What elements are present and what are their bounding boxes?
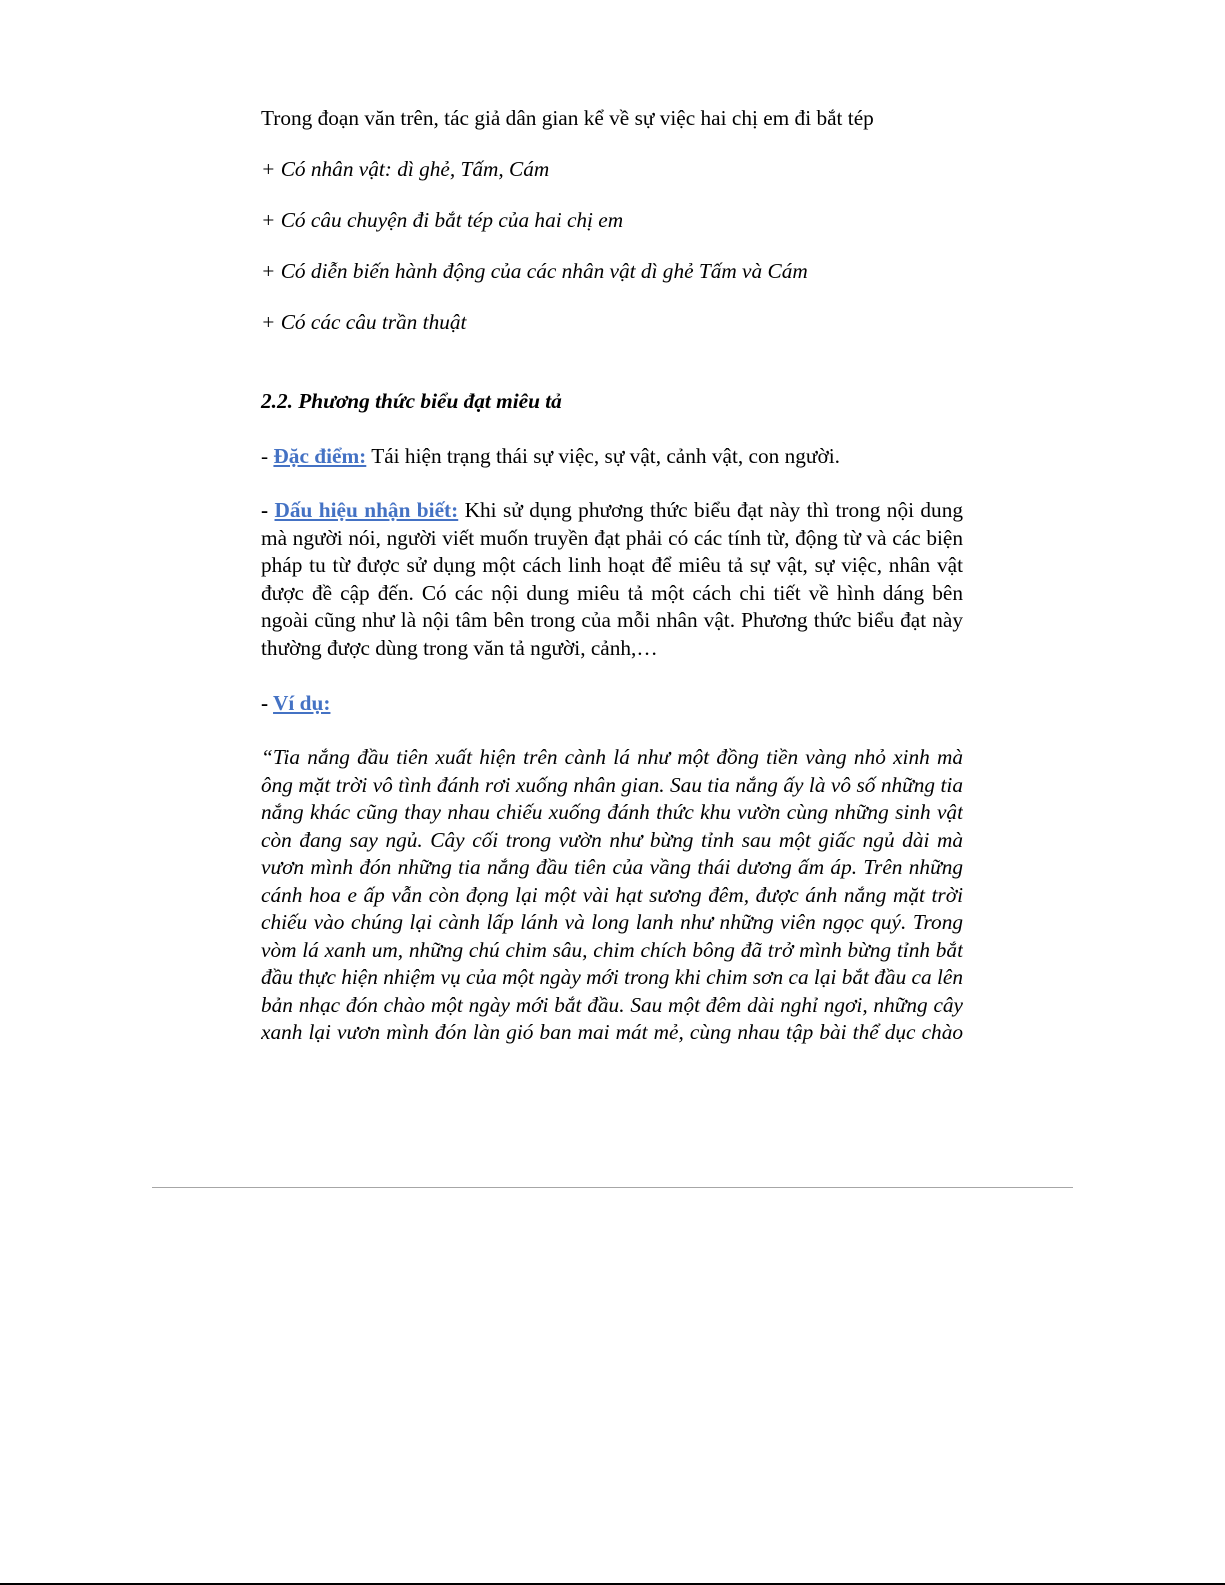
list-item: + Có nhân vật: dì ghẻ, Tấm, Cám <box>261 157 550 181</box>
list-item: + Có câu chuyện đi bắt tép của hai chị em <box>261 208 624 232</box>
signs-label: Dấu hiệu nhận biết: <box>274 498 459 522</box>
signs-prefix: - <box>261 498 275 522</box>
example-label: Ví dụ: <box>273 691 331 715</box>
page-content <box>261 104 963 1049</box>
feature-prefix: - <box>261 444 274 468</box>
list-item: + Có diễn biến hành động của các nhân vật dì ghẻ Tấm và Cám <box>261 259 808 283</box>
signs-text: Khi sử dụng phương thức biểu đạt này thì trong nội dung mà người nói, người viết muốn truyền đạt phải có các tính từ, động từ và các biện pháp tu từ được sử dụng một cách linh hoạt để miêu tả sự vật, sự việc, nhân vật được đề cập đến. Có các nội dung miêu tả một cách chi tiết về hình dáng bên ngoài cũng như là nội tâm bên trong của mỗi nhân vật. Phương thức biểu đạt này thường được dùng trong văn tả người, cảnh,… <box>261 498 964 660</box>
section-heading: 2.2. Phương thức biểu đạt miêu tả <box>261 389 562 413</box>
signs-paragraph <box>261 497 963 662</box>
intro-paragraph: Trong đoạn văn trên, tác giả dân gian kể về sự việc hai chị em đi bắt tép <box>261 106 874 130</box>
page-divider <box>152 1187 1073 1188</box>
feature-label: Đặc điểm: <box>273 444 367 468</box>
example-prefix: - <box>261 691 274 715</box>
feature-text: Tái hiện trạng thái sự việc, sự vật, cảnh vật, con người. <box>366 444 840 468</box>
list-item: + Có các câu trần thuật <box>261 310 467 334</box>
feature-paragraph <box>261 442 963 470</box>
example-quote: “Tia nắng đầu tiên xuất hiện trên cành lá như một đồng tiền vàng nhỏ xinh mà ông mặt trời vô tình đánh rơi xuống nhân gian. Sau tia nắng ấy là vô số những tia nắng khác cũng thay nhau chiếu xuống đánh thức khu vườn cùng những sinh vật còn đang say ngủ. Cây cối trong vườn như bừng tỉnh sau một giấc ngủ dài mà vươn mình đón những tia nắng đầu tiên của vầng thái dương ấm áp. Trên những cánh hoa e ấp vẫn còn đọng lại một vài hạt sương đêm, được ánh nắng mặt trời chiếu vào chúng lại cành lấp lánh và long lanh như những viên ngọc quý. Trong vòm lá xanh um, những chú chim sâu, chim chích bông đã trở mình bừng tỉnh bắt đầu thực hiện nhiệm vụ của một ngày mới trong khi chim sơn ca lại bắt đầu ca lên bản nhạc đón chào một ngày mới bắt đầu. Sau một đêm dài nghỉ ngơi, những cây xanh lại vươn mình đón làn gió ban mai mát mẻ, cùng nhau tập bài thể dục chào <box>261 745 963 1044</box>
example-paragraph <box>261 689 963 717</box>
